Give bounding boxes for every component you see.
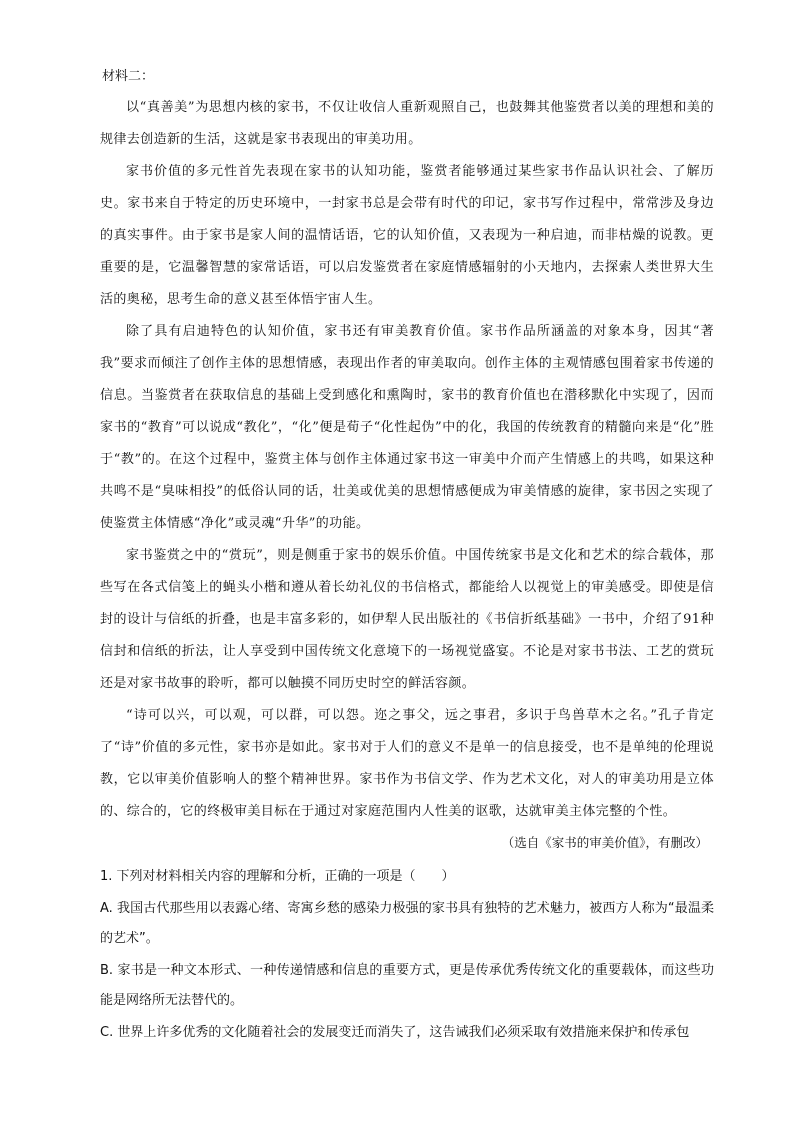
option-b: B. 家书是一种文本形式、一种传递情感和信息的重要方式，更是传承优秀传统文化的重要载体，而这些功能是网络所无法替代的。 xyxy=(100,963,714,1008)
material-paragraph-5: “诗可以兴，可以观，可以群，可以怨。迩之事父，远之事君，多识于鸟兽草木之名。”孔子肯定了“诗”价值的多元性，家书亦是如此。家书对于人们的意义不是单一的信息接受，也不是单纯的伦理说教，它以审美价值影响人的整个精神世界。家书作为书信文学、作为艺术文化，对人的审美功用是立体的、综合的，它的终极审美目标在于通过对家庭范围内人性美的讴歌，达就审美主体完整的个性。 xyxy=(100,708,714,819)
material-paragraph-4: 家书鉴赏之中的“赏玩”，则是侧重于家书的娱乐价值。中国传统家书是文化和艺术的综合载体，那些写在各式信笺上的蝇头小楷和遵从着长幼礼仪的书信格式，都能给人以视觉上的审美感受。即使是信封的设计与信纸的折叠，也是丰富多彩的，如伊犁人民出版社的《书信折纸基础》一书中，介绍了91种信封和信纸的折法，让人享受到中国传统文化意境下的一场视觉盛宴。不论是对家书书法、工艺的赏玩还是对家书故事的聆听，都可以触摸不同历史时空的鲜活容颜。 xyxy=(100,548,714,691)
material-paragraph-2: 家书价值的多元性首先表现在家书的认知功能，鉴赏者能够通过某些家书作品认识社会、了解历史。家书来自于特定的历史环境中，一封家书总是会带有时代的印记，家书写作过程中，常常涉及身边的真实事件。由于家书是家人间的温情话语，它的认知价值，又表现为一种启迪，而非枯燥的说教。更重要的是，它温馨智慧的家常话语，可以启发鉴赏者在家庭情感辐射的小天地内，去探索人类世界大生活的奥秘，思考生命的意义甚至体悟宇宙人生。 xyxy=(100,164,714,307)
material-heading: 材料二： xyxy=(102,69,155,84)
option-a: A. 我国古代那些用以表露心绪、寄寓乡愁的感染力极强的家书具有独特的艺术魅力，被西方人称为“最温柔的艺术”。 xyxy=(100,901,714,946)
material-paragraph-1: 以“真善美”为思想内核的家书，不仅让收信人重新观照自己，也鼓舞其他鉴赏者以美的理想和美的规律去创造新的生活，这就是家书表现出的审美功用。 xyxy=(100,100,714,147)
material-source: （选自《家书的审美价值》，有删改） xyxy=(501,835,708,850)
question-stem: 1. 下列对材料相关内容的理解和分析，正确的一项是（ ） xyxy=(100,869,455,884)
material-paragraph-3: 除了具有启迪特色的认知价值，家书还有审美教育价值。家书作品所涵盖的对象本身，因其“著我”要求而倾注了创作主体的思想情感，表现出作者的审美取向。创作主体的主观情感包围着家书传递的信息。当鉴赏者在获取信息的基础上受到感化和熏陶时，家书的教育价值也在潜移默化中实现了，因而家书的“教育”可以说成“教化”，“化”便是荀子“化性起伪”中的化，我国的传统教育的精髓向来是“化”胜于“教”的。在这个过程中，鉴赏主体与创作主体通过家书这一审美中介而产生情感上的共鸣，如果这种共鸣不是“臭味相投”的低俗认同的话，壮美或优美的思想情感便成为审美情感的旋律，家书因之实现了使鉴赏主体情感“净化”或灵魂“升华”的功能。 xyxy=(100,324,714,531)
option-c: C. 世界上许多优秀的文化随着社会的发展变迁而消失了，这告诫我们必须采取有效措施来保护和传承包 xyxy=(100,1025,690,1040)
